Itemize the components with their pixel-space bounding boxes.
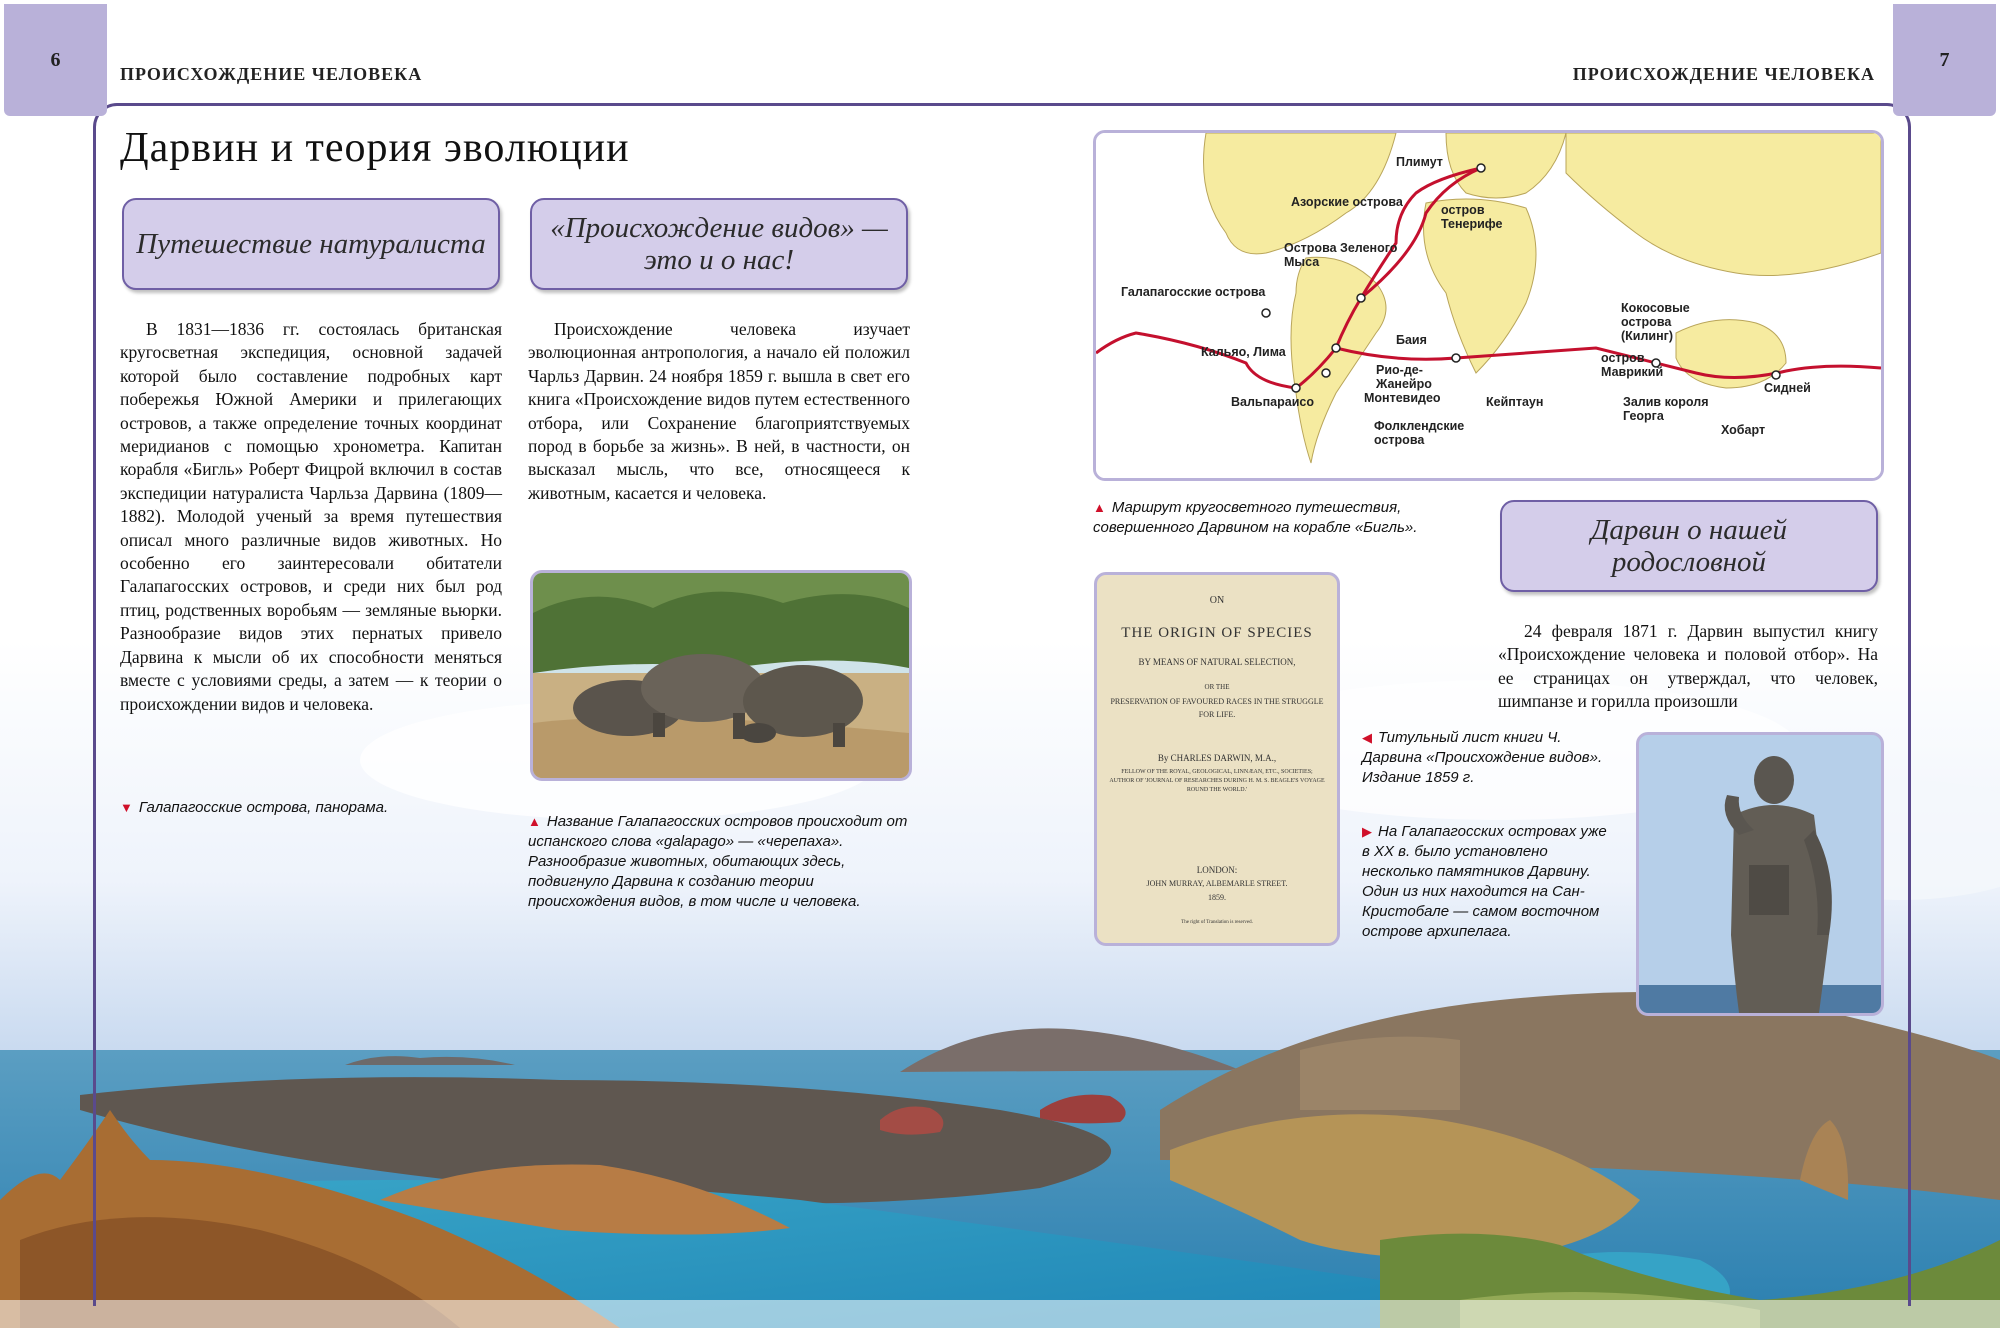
darwin-statue-photo [1636, 732, 1884, 1016]
up-triangle-icon: ▲ [528, 814, 541, 829]
tortoise-illustration [533, 573, 909, 778]
map-label-hobart: Хобарт [1721, 423, 1766, 437]
caption-book [1362, 728, 1607, 788]
heading-naturalist-journey: Путешествие натуралиста [122, 198, 500, 290]
map-label-cocos: Кокосовые острова (Килинг) [1621, 301, 1690, 343]
book-city: LONDON: [1196, 865, 1238, 875]
caption-statue [1362, 822, 1607, 942]
map-label-plymouth: Плимут [1396, 155, 1443, 169]
map-label-rio: Рио-де- Жанейро [1376, 363, 1432, 391]
caption-galapagos-name [528, 812, 910, 912]
heading-origin-of-species: «Происхождение видов» — это и о нас! [530, 198, 908, 290]
map-label-sydney: Сидней [1764, 381, 1811, 395]
map-label-valparaiso: Вальпараисо [1231, 395, 1314, 409]
beagle-route-map [1093, 130, 1884, 481]
heading-darwin-ancestry: Дарвин о нашей родословной [1500, 500, 1878, 592]
book-on: ON [1209, 595, 1225, 606]
map-label-mauritius: остров Маврикий [1601, 351, 1664, 379]
map-label-callao: Кальяо, Лима [1201, 345, 1286, 359]
map-label-falklands: Фолклендские острова [1374, 419, 1465, 447]
caption-panorama [120, 798, 500, 818]
map-label-cape-verde: Острова Зеленого Мыса [1284, 241, 1398, 269]
up-triangle-icon: ▲ [1093, 500, 1106, 515]
book-author: By CHARLES DARWIN, M.A., [1157, 753, 1277, 763]
map-label-bahia: Баия [1396, 333, 1427, 347]
map-label-king-george: Залив короля Георга [1623, 395, 1709, 423]
caption-map-text: Маршрут кругосветного путешествия, совершенного Дарвином на корабле «Бигль». [1093, 499, 1418, 536]
running-head-right: ПРОИСХОЖДЕНИЕ ЧЕЛОВЕКА [1572, 64, 1875, 84]
book-year: 1859. [1208, 893, 1226, 902]
page-number-left: 6 [4, 4, 107, 116]
statue-illustration [1639, 735, 1881, 1013]
running-head-left: ПРОИСХОЖДЕНИЕ ЧЕЛОВЕКА [120, 64, 423, 84]
text-origin-of-species: Происхождение человека изучает эволюционная антропология, а начало ей положил Чарльз Дарвин. 24 ноября 1859 г. вышла в свет его книга «Происхождение видов путем естественного отбора, или Сохранение благоприятствуемых пород в борьбе за жизнь». В ней, в частности, он высказал мысль, что все, относящееся к животным, касается и человека. [528, 319, 910, 503]
book-title: THE ORIGIN OF SPECIES [1121, 625, 1313, 641]
book-rights: The right of Translation is reserved. [1181, 920, 1253, 925]
left-triangle-icon: ◀ [1362, 730, 1372, 745]
caption-panorama-text: Галапагосские острова, панорама. [138, 799, 389, 816]
caption-statue-text: На Галапагосских островах уже в XX в. было установлено несколько памятников Дарвину. Один из них находится на Сан-Кристобале — самом восточном острове архипелага. [1362, 823, 1607, 940]
map-label-galapagos: Галапагосские острова [1121, 285, 1266, 299]
page-number-right: 7 [1893, 4, 1996, 116]
text-darwin-ancestry: 24 февраля 1871 г. Дарвин выпустил книгу «Происхождение человека и половой отбор». На ее страницах он утверждал, что человек, шимпанзе и горилла произошли [1498, 621, 1878, 712]
text-naturalist-journey: В 1831—1836 гг. состоялась британская кругосветная экспедиция, основной задачей которой было составление подробных карт побережья Южной Америки и прилегающих островов, а также определение точных координат меридианов с помощью хронометра. Капитан корабля «Бигль» Роберт Фицрой включил в состав экспедиции натуралиста Чарльза Дарвина (1809—1882). Молодой ученый за время путешествия описал много различные видов животных. Но особенно его заинтересовали обитатели Галапагосских островов, и среди них был род птиц, родственных воробьям — земляные вьюрки. Разнообразие видов этих пернатых привело Дарвина к мысли об их способности меняться вместе с условиями среды, а затем — к теории о происхождении видов и человека. [120, 319, 502, 714]
caption-map [1093, 498, 1473, 538]
book-credentials-2: AUTHOR OF 'JOURNAL OF RESEARCHES DURING H. M. S. BEAGLE'S VOYAGE [1109, 778, 1325, 784]
map-label-montevideo: Монтевидео [1364, 391, 1441, 405]
book-or: OR THE [1204, 683, 1230, 691]
caption-book-text: Титульный лист книги Ч. Дарвина «Происхождение видов». Издание 1859 г. [1362, 729, 1603, 786]
page-title: Дарвин и теория эволюции [120, 125, 630, 171]
book-preservation: PRESERVATION OF FAVOURED RACES IN THE STRUGGLE [1110, 697, 1324, 706]
origin-of-species-title-page [1094, 572, 1340, 946]
map-label-tenerife: остров Тенерифе [1441, 203, 1503, 231]
tortoise-photo [530, 570, 912, 781]
down-triangle-icon: ▼ [120, 800, 133, 815]
book-publisher: JOHN MURRAY, ALBEMARLE STREET. [1146, 879, 1288, 888]
book-for-life: FOR LIFE. [1198, 710, 1236, 719]
caption-galapagos-name-text: Название Галапагосских островов происходит от испанского слова «galapago» — «черепаха». Разнообразие животных, обитающих здесь, подвигнуло Дарвина к созданию теории происхождения видов, в том числе и человека. [528, 813, 908, 910]
right-triangle-icon: ▶ [1362, 824, 1372, 839]
map-label-azores: Азорские острова [1291, 195, 1403, 209]
map-label-cape-town: Кейптаун [1486, 395, 1544, 409]
book-credentials-1: FELLOW OF THE ROYAL, GEOLOGICAL, LINNÆAN, ETC., SOCIETIES; [1121, 769, 1313, 775]
book-credentials-3: ROUND THE WORLD.' [1186, 787, 1248, 793]
book-subtitle: BY MEANS OF NATURAL SELECTION, [1138, 657, 1296, 667]
